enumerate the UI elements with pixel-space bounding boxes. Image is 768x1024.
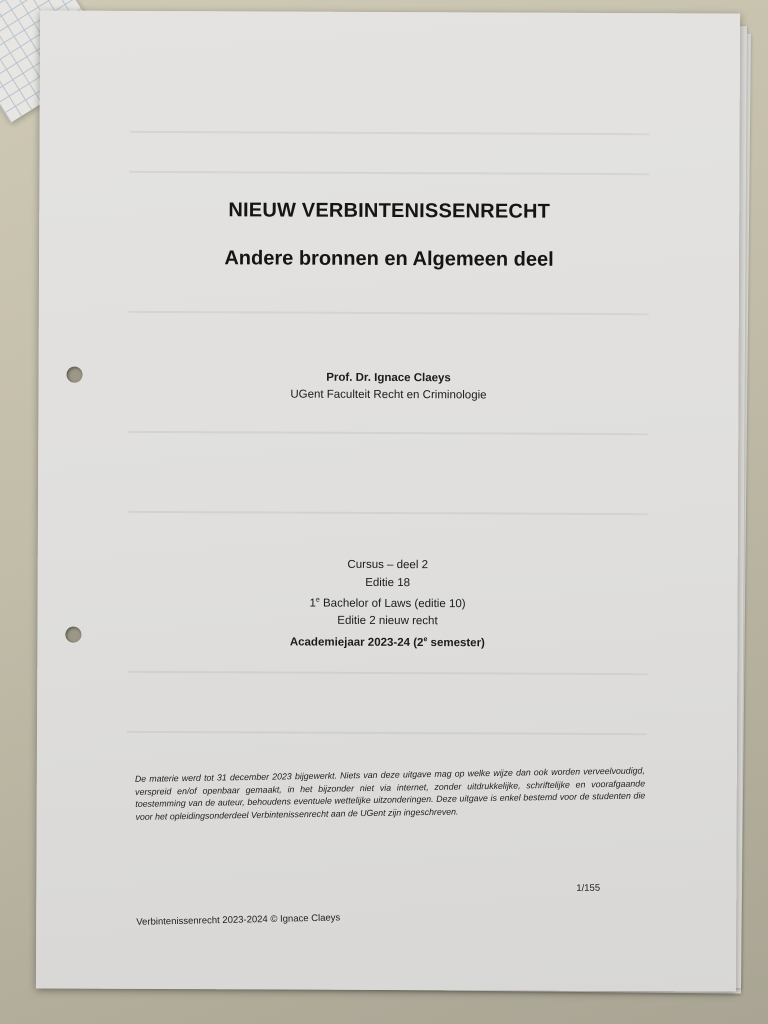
course-part: Cursus – deel 2 — [347, 558, 429, 572]
bleed-through-line — [129, 311, 649, 315]
bleed-through-line — [128, 511, 648, 515]
bleed-through-line — [128, 431, 648, 435]
academic-year: Academiejaar 2023-24 (2e semester) — [289, 635, 485, 650]
cover-page — [36, 10, 740, 991]
author-name: Prof. Dr. Ignace Claeys — [326, 371, 451, 385]
bleed-through-line — [129, 171, 649, 175]
page-number: 1/155 — [576, 882, 601, 895]
bleed-through-line — [127, 731, 647, 735]
document-title: NIEUW VERBINTENISSENRECHT — [228, 199, 551, 223]
course-recht-edition: Editie 2 nieuw recht — [337, 615, 438, 628]
author-affiliation: UGent Faculteit Recht en Criminologie — [290, 388, 487, 402]
bleed-through-line — [130, 131, 650, 135]
copyright-disclaimer: De materie werd tot 31 december 2023 bijgewerkt. Niets van deze uitgave mag op welke wijze dan ook worden verveelvoudigd, verspreid en/of openbaar gemaakt, in het bijzonder niet via internet, zonder uitdrukkelijke, schriftelijke en voorafgaande toestemming van de auteur, behoudens eventuele wettelijke uitzonderingen. Deze uitgave is enkel bestemd voor de studenten die voor het opleidingsonderdeel Verbintenissenrecht aan de UGent zijn ingeschreven. — [134, 765, 646, 822]
course-edition: Editie 18 — [365, 576, 411, 589]
course-program: 1e Bachelor of Laws (editie 10) — [309, 596, 466, 611]
bleed-through-line — [127, 671, 647, 675]
course-info — [37, 555, 737, 653]
author-block — [38, 368, 738, 405]
document-subtitle: Andere bronnen en Algemeen deel — [224, 247, 554, 271]
page-footer: Verbintenissenrecht 2023-2024 © Ignace Claeys — [136, 912, 341, 928]
